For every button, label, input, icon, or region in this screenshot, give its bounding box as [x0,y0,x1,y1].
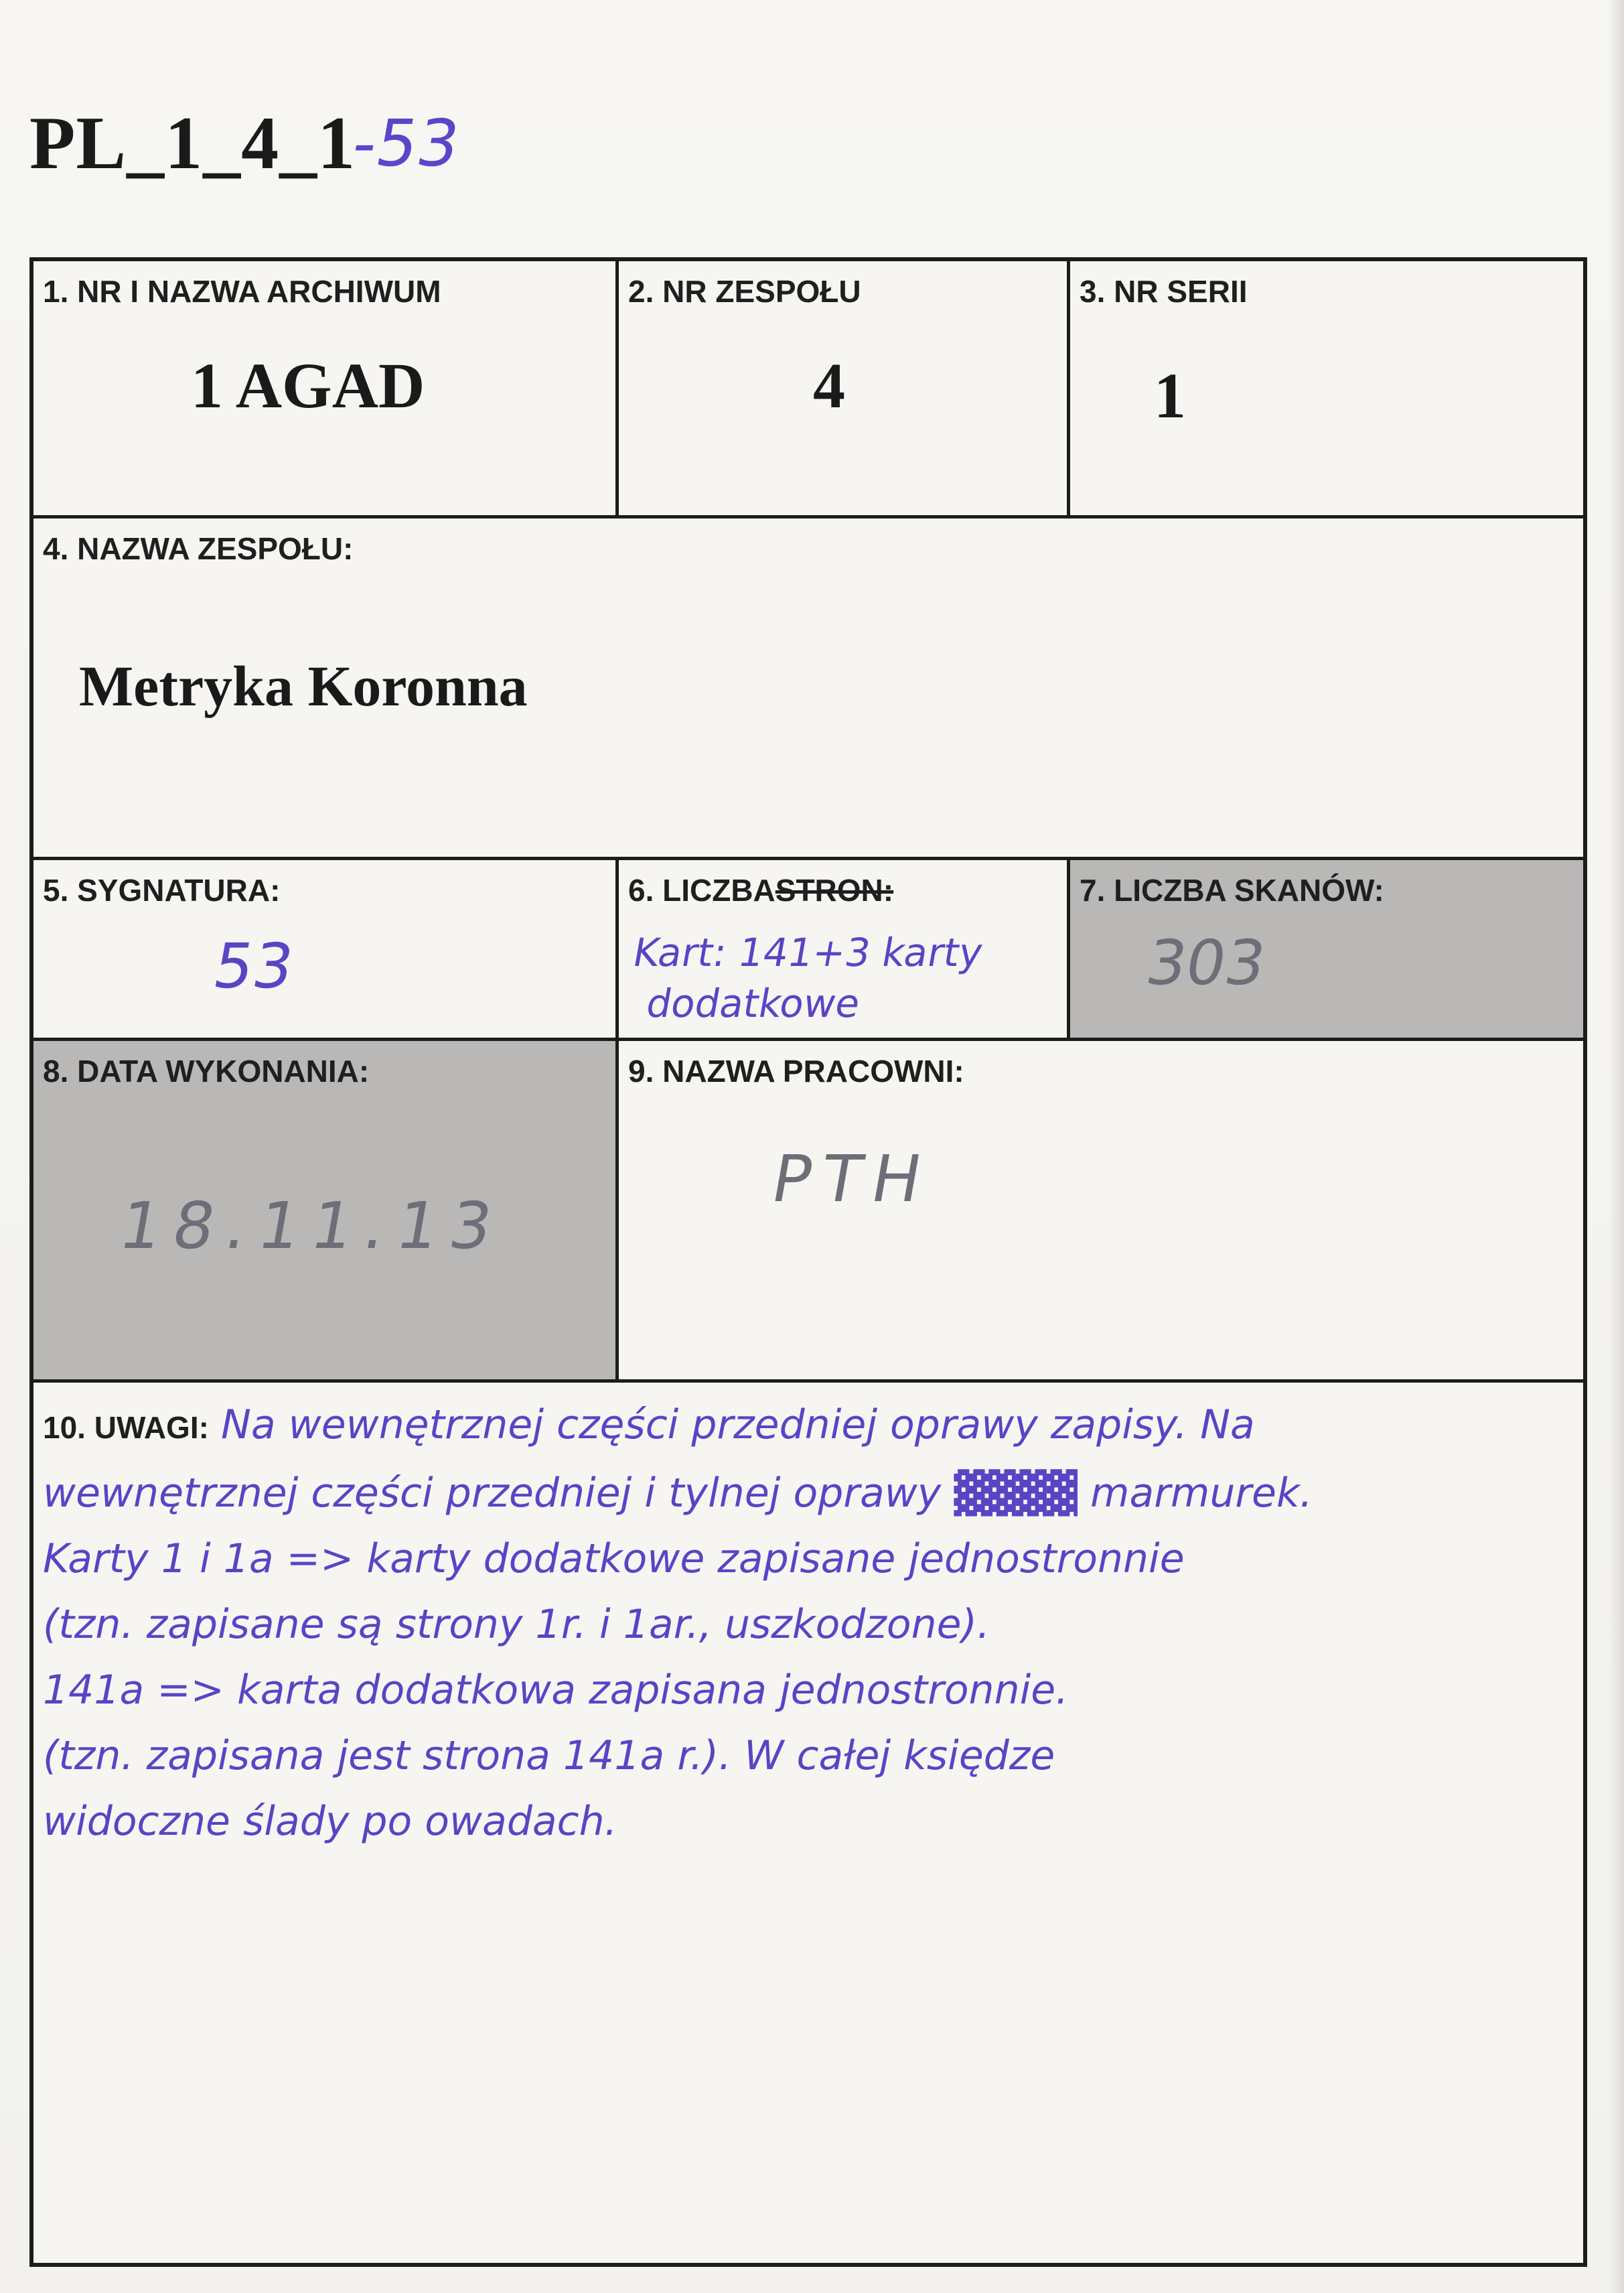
field-archive [33,261,619,518]
field-fonds-name [33,518,1583,860]
notes-line: Na wewnętrznej części przedniej oprawy zapisy. Na [220,1401,1255,1448]
field-value-date: 18.11.13 [114,1188,510,1263]
notes-line: (tzn. zapisane są strony 1r. i 1ar., uszkodzone). [43,1601,990,1648]
notes-body [43,1392,1550,1854]
field-value-archive: 1 AGAD [191,350,425,421]
handwritten-code-suffix: -53 [347,106,465,181]
field-label: 5. SYGNATURA: [43,873,281,908]
field-value-workshop: PTH [766,1141,938,1217]
field-value-page-count-line2: dodatkowe [643,981,864,1026]
notes-line: (tzn. zapisana jest strona 141a r.). W całej księdze [43,1732,1055,1779]
field-label: 10. UWAGI: [43,1410,209,1445]
field-label: 1. NR I NAZWA ARCHIWUM [43,274,441,309]
field-value-scan-count: 303 [1140,927,1272,999]
notes-line: wewnętrznej części przedniej i tylnej oprawy ▓▓▓▓ marmurek. [43,1470,1313,1517]
field-value-page-count-line1: Kart: 141+3 karty [630,930,986,975]
field-label: 2. NR ZESPOŁU [628,274,861,309]
field-label: 3. NR SERII [1080,274,1248,309]
field-signature [33,860,619,1041]
field-label: 8. DATA WYKONANIA: [43,1054,370,1089]
field-value-series-number: 1 [1154,360,1186,431]
field-value-signature: 53 [208,930,299,1002]
document-code: PL_1_4_1 [29,102,356,185]
field-label: 9. NAZWA PRACOWNI: [628,1054,964,1089]
notes-line: Karty 1 i 1a => karty dodatkowe zapisane jednostronnie [43,1535,1185,1582]
field-label [628,872,893,908]
notes-line: 141a => karta dodatkowa zapisana jednostronnie. [43,1667,1069,1714]
field-value-fonds-name: Metryka Koronna [79,654,528,718]
field-value-fonds-number: 4 [813,350,845,421]
field-label-struck: STRON: [775,873,894,908]
field-series-number [1070,261,1583,518]
field-page-count [619,860,1070,1041]
field-label: 7. LICZBA SKANÓW: [1080,873,1384,908]
field-label-prefix: 6. LICZBA [628,873,776,908]
metadata-form [29,257,1587,2267]
field-scan-count [1070,860,1583,1041]
field-label: 4. NAZWA ZESPOŁU: [43,531,354,566]
notes-line: widoczne ślady po owadach. [43,1798,617,1845]
field-notes [33,1383,1583,2263]
field-fonds-number [619,261,1070,518]
page-edge-shadow [1609,0,1624,2293]
field-workshop [619,1041,1583,1383]
field-date [33,1041,619,1383]
